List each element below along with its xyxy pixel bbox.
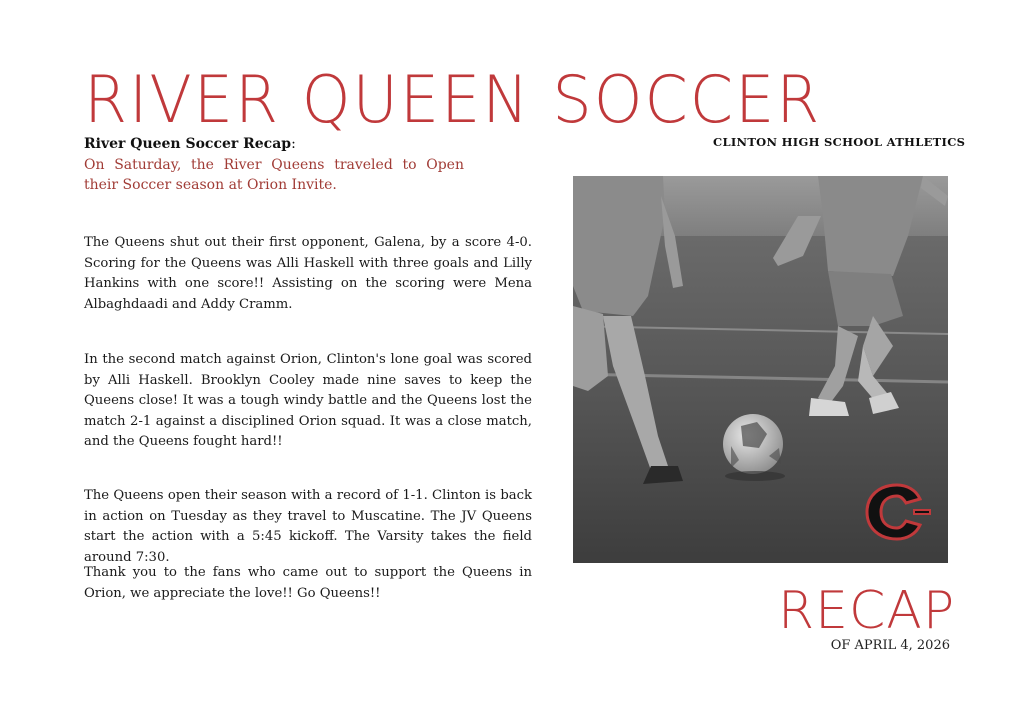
paragraph-orion: In the second match against Orion, Clinton's lone goal was scored by Alli Haskell. Brooklyn Cooley made nine saves to keep the Queens close! It was a tough windy battle and the Queens lost the match 2-1 against a disciplined Orion squad. It was a close match, and the Queens fought hard!! — [84, 352, 532, 450]
soccer-photo — [573, 176, 948, 563]
clinton-c-logo — [862, 481, 932, 543]
intro-text: On Saturday, the River Queens traveled to Open their Soccer season at Orion Invite. — [84, 157, 464, 193]
paragraph-galena: The Queens shut out their first opponent, Galena, by a score 4-0. Scoring for the Queens was Alli Haskell with three goals and Lilly Hankins with one score!! Assisting on the scoring were Mena Albaghdaadi and Addy Cramm. — [84, 235, 532, 312]
recap-label: River Queen Soccer Recap — [84, 136, 292, 152]
recap-date: OF APRIL 4, 2026 — [830, 638, 950, 653]
paragraph-season: The Queens open their season with a record of 1-1. Clinton is back in action on Tuesday as they travel to Muscatine. The JV Queens start the action with a 5:45 kickoff. The Varsity takes the field around 7:30. — [84, 488, 532, 565]
paragraph-thanks: Thank you to the fans who came out to support the Queens in Orion, we appreciate the love!! Go Queens!! — [84, 565, 532, 601]
recap-heading — [84, 136, 534, 152]
recap-title: RECAP — [778, 581, 956, 641]
page-title: RIVER QUEEN SOCCER — [84, 61, 822, 138]
recap-label-colon: : — [291, 136, 296, 152]
school-subtitle: CLINTON HIGH SCHOOL ATHLETICS — [713, 135, 966, 149]
